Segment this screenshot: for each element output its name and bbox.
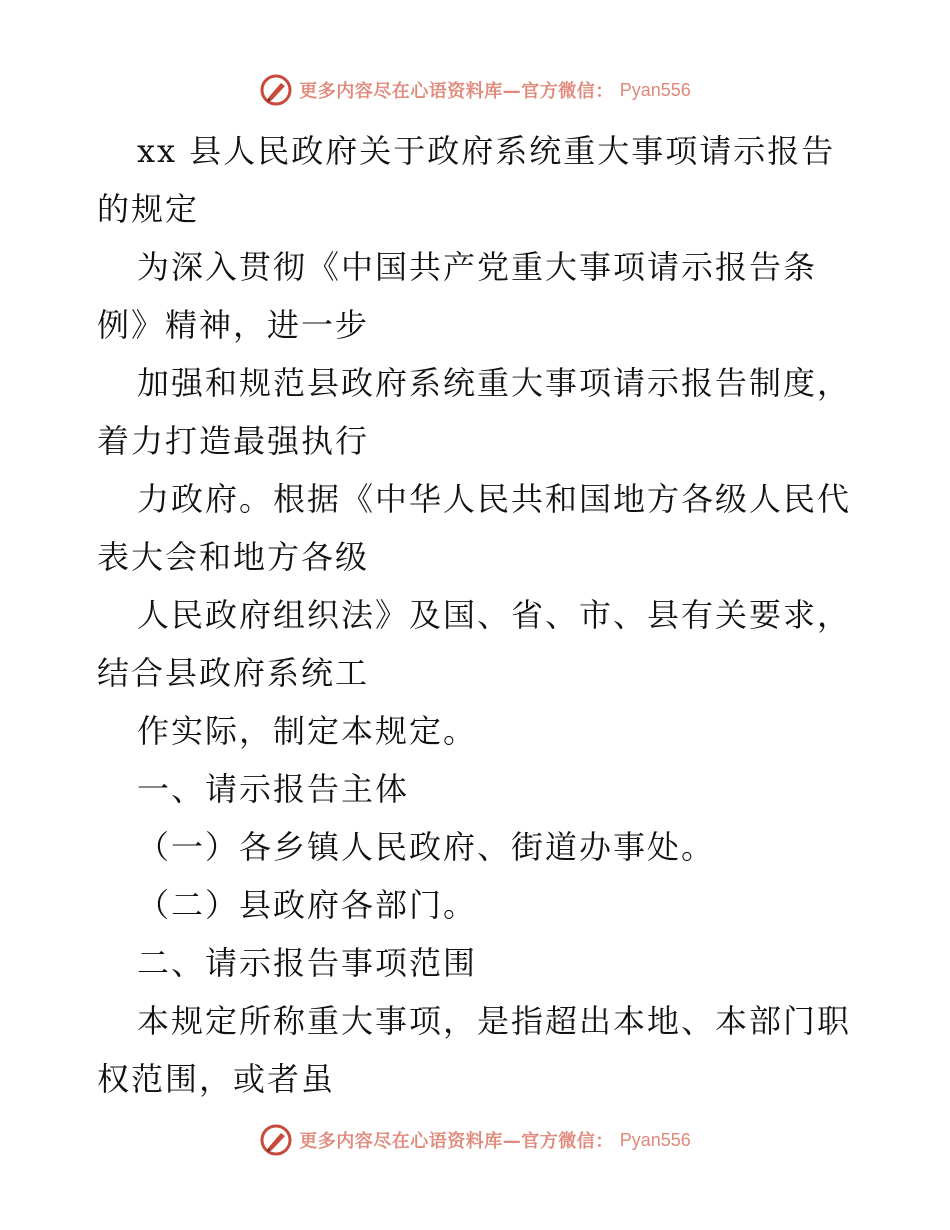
- paragraph-line: 人民政府组织法》及国、省、市、县有关要求，: [137, 596, 852, 634]
- paragraph-line: 权范围，或者虽: [97, 1060, 336, 1098]
- watermark-wechat-id: Pyan556: [619, 1129, 691, 1150]
- document-body: [97, 122, 857, 1108]
- watermark-footer: [0, 1120, 950, 1160]
- pen-logo-icon: [259, 1123, 293, 1157]
- list-item: （一）各乡镇人民政府、街道办事处。: [137, 828, 716, 866]
- paragraph-line: 为深入贯彻《中国共产党重大事项请示报告条: [137, 248, 818, 286]
- title-line-2: 的规定: [97, 190, 200, 228]
- paragraph-line: 作实际，制定本规定。: [137, 712, 478, 750]
- title-line-1: xx 县人民政府关于政府系统重大事项请示报告: [137, 132, 836, 170]
- list-item: （二）县政府各部门。: [137, 886, 478, 924]
- paragraph-line: 本规定所称重大事项，是指超出本地、本部门职: [137, 1002, 852, 1040]
- paragraph-line: 例》精神，进一步: [97, 306, 370, 344]
- paragraph-line: 结合县政府系统工: [97, 654, 370, 692]
- watermark-text: 更多内容尽在心语资料库—官方微信：: [299, 81, 614, 102]
- section-heading-2: 二、请示报告事项范围: [137, 944, 478, 982]
- paragraph-line: 着力打造最强执行: [97, 422, 370, 460]
- watermark-header: [0, 70, 950, 110]
- paragraph-line: 表大会和地方各级: [97, 538, 370, 576]
- section-heading-1: 一、请示报告主体: [137, 770, 410, 808]
- watermark-text: 更多内容尽在心语资料库—官方微信：: [299, 1131, 614, 1152]
- watermark-wechat-id: Pyan556: [619, 79, 691, 100]
- pen-logo-icon: [259, 73, 293, 107]
- paragraph-line: 力政府。根据《中华人民共和国地方各级人民代: [137, 480, 852, 518]
- paragraph-line: 加强和规范县政府系统重大事项请示报告制度，: [137, 364, 852, 402]
